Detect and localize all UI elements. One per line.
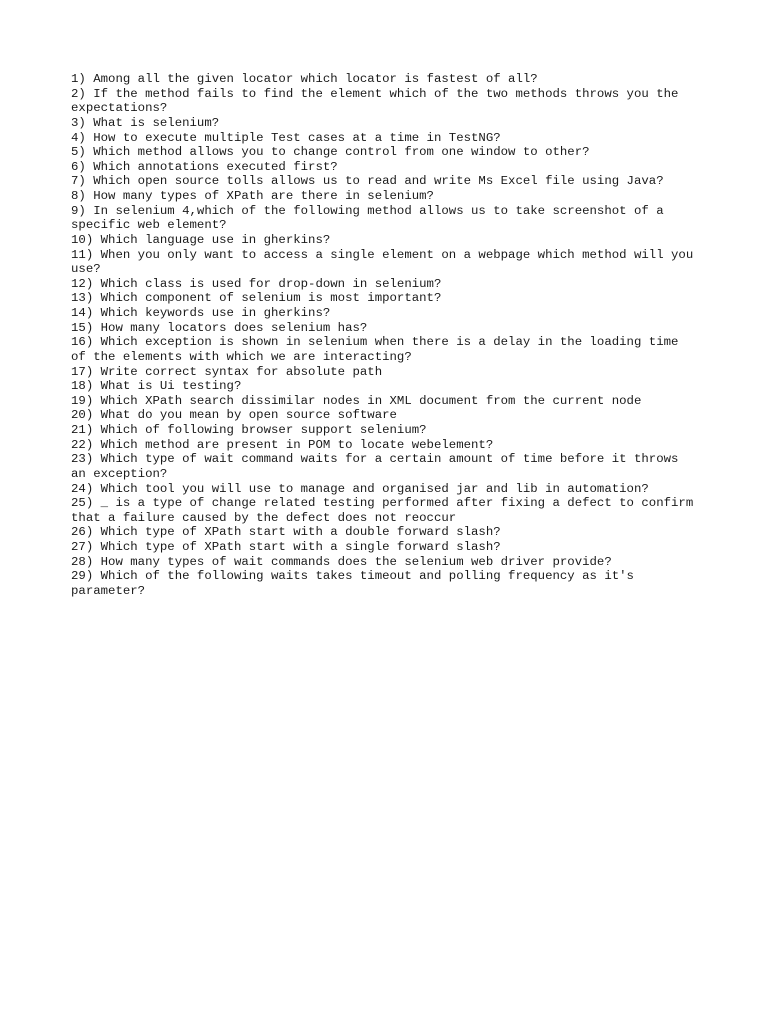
question-item: 14) Which keywords use in gherkins?	[71, 306, 331, 320]
question-item: 27) Which type of XPath start with a single forward slash?	[71, 540, 501, 554]
question-item: 13) Which component of selenium is most important?	[71, 291, 442, 306]
question-item: 29) Which of the following waits takes timeout and polling frequency as it's parameter?	[71, 569, 634, 598]
question-item: 6) Which annotations executed first?	[71, 159, 338, 174]
question-item: 10) Which language use in gherkins?	[71, 232, 331, 247]
question-item: 22) Which method are present in POM to locate webelement?	[71, 437, 494, 452]
question-item: 5) Which method allows you to change control from one window to other?	[71, 145, 590, 160]
question-item: 25) _ is a type of change related testing performed after fixing a defect to confirm that a failure caused by the defect does not reoccur	[71, 496, 694, 525]
question-item: 3) What is selenium?	[71, 115, 220, 130]
question-item: 24) Which tool you will use to manage and organised jar and lib in automation?	[71, 481, 649, 496]
question-item: 4) How to execute multiple Test cases at a time in TestNG?	[71, 130, 501, 145]
question-item: 16) Which exception is shown in selenium when there is a delay in the loading time of the elements with which we are interacting?	[71, 335, 679, 364]
question-list	[71, 72, 696, 599]
question-item: 28) How many types of wait commands does the selenium web driver provide?	[71, 554, 612, 569]
question-item: 15) How many locators does selenium has?	[71, 320, 368, 335]
question-item: 2) If the method fails to find the element which of the two methods throws you the expectations?	[71, 86, 679, 116]
question-item: 7) Which open source tolls allows us to read and write Ms Excel file using Java?	[71, 174, 664, 189]
question-item: 12) Which class is used for drop-down in selenium?	[71, 276, 442, 291]
question-item: 26) Which type of XPath start with a double forward slash?	[71, 525, 501, 540]
question-item: 18) What is Ui testing?	[71, 379, 242, 394]
question-item: 9) In selenium 4,which of the following method allows us to take screenshot of a specific web element?	[71, 203, 664, 233]
question-item: 8) How many types of XPath are there in selenium?	[71, 189, 434, 203]
question-item: 21) Which of following browser support selenium?	[71, 423, 427, 437]
question-item: 17) Write correct syntax for absolute path	[71, 364, 383, 379]
question-item: 11) When you only want to access a single element on a webpage which method will you use?	[71, 247, 694, 277]
question-item: 23) Which type of wait command waits for a certain amount of time before it throws an exception?	[71, 452, 679, 481]
question-item: 1) Among all the given locator which locator is fastest of all?	[71, 72, 538, 86]
question-item: 19) Which XPath search dissimilar nodes in XML document from the current node	[71, 393, 642, 408]
question-item: 20) What do you mean by open source software	[71, 408, 397, 423]
